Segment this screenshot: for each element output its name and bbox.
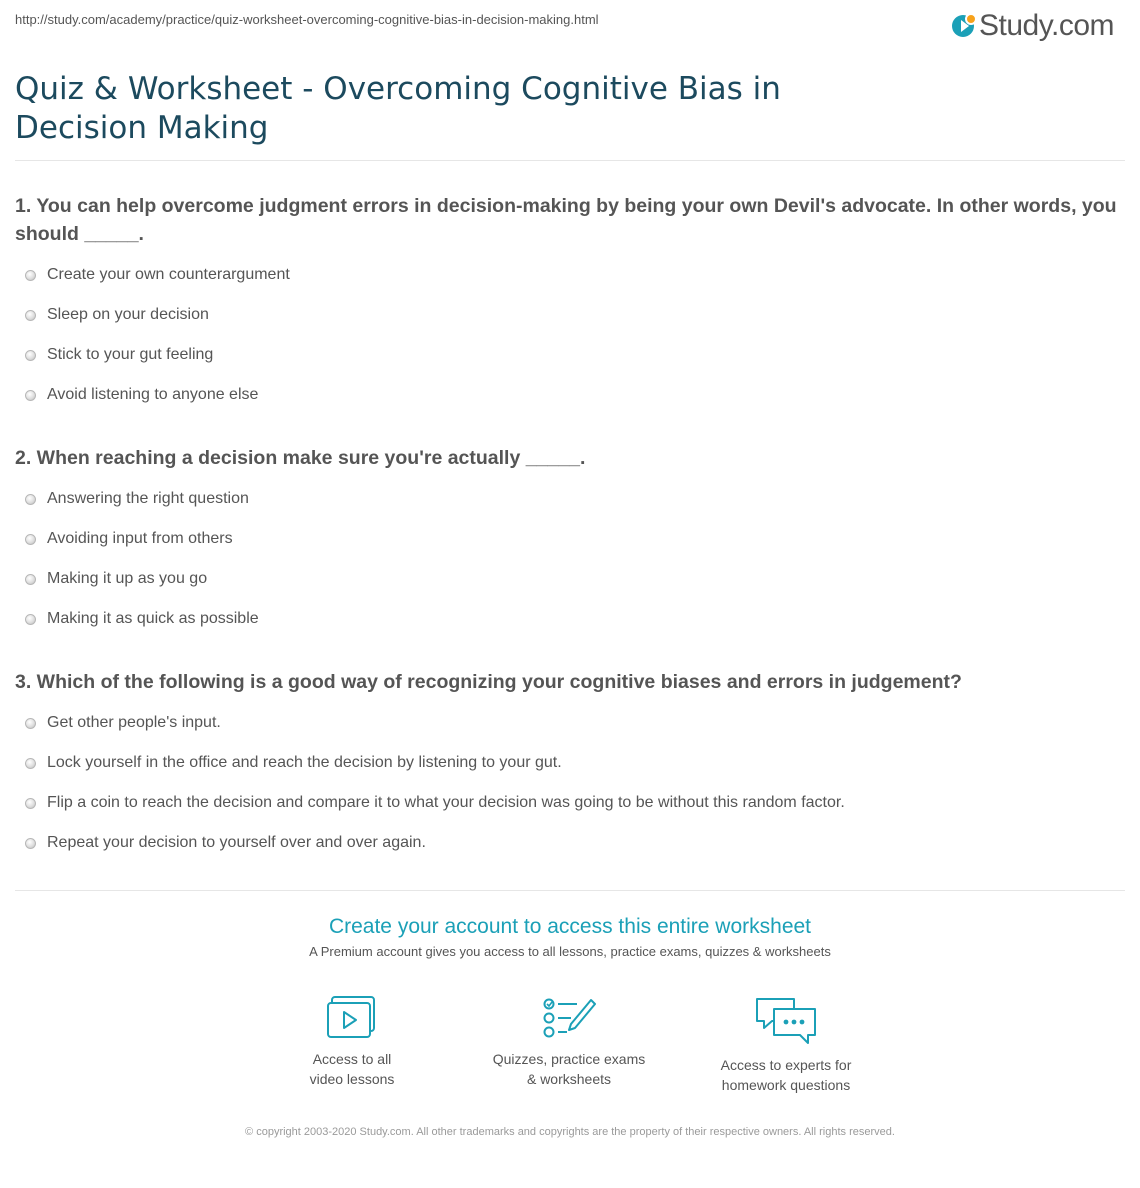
answer-label: Create your own counterargument (47, 266, 290, 283)
page-url: http://study.com/academy/practice/quiz-worksheet-overcoming-cognitive-bias-in-decision-making.html (15, 12, 599, 27)
answer-option[interactable] (15, 783, 1130, 823)
answer-label: Sleep on your decision (47, 306, 209, 323)
content-divider (15, 890, 1125, 891)
radio-button-icon[interactable] (25, 718, 36, 729)
answer-option[interactable] (15, 255, 1130, 295)
answer-list (15, 479, 1130, 639)
answer-option[interactable] (15, 375, 1130, 415)
cta-subtitle: A Premium account gives you access to all lessons, practice exams, quizzes & worksheets (309, 944, 831, 959)
answer-list (15, 255, 1130, 415)
radio-button-icon[interactable] (25, 574, 36, 585)
radio-button-icon[interactable] (25, 310, 36, 321)
radio-button-icon[interactable] (25, 838, 36, 849)
answer-label: Making it as quick as possible (47, 610, 259, 627)
feature-label: Access to all video lessons (309, 1051, 395, 1087)
question-text: 3. Which of the following is a good way of recognizing your cognitive biases and errors in judgement? (15, 671, 962, 693)
radio-button-icon[interactable] (25, 614, 36, 625)
study-logo[interactable] (952, 9, 1114, 43)
signup-cta (0, 912, 1140, 962)
answer-option[interactable] (15, 559, 1130, 599)
answer-option[interactable] (15, 703, 1130, 743)
cta-title-link[interactable]: Create your account to access this entire worksheet (328, 915, 812, 938)
answer-label: Lock yourself in the office and reach the decision by listening to your gut. (47, 754, 562, 771)
feature-label: Quizzes, practice exams & worksheets (492, 1051, 646, 1087)
radio-button-icon[interactable] (25, 758, 36, 769)
radio-button-icon[interactable] (25, 534, 36, 545)
video-lessons-icon (326, 995, 378, 1041)
answer-option[interactable] (15, 743, 1130, 783)
answer-label: Making it up as you go (47, 570, 208, 587)
answer-option[interactable] (15, 823, 1130, 863)
title-divider (15, 160, 1125, 161)
answer-label: Repeat your decision to yourself over and over again. (47, 834, 426, 851)
answer-option[interactable] (15, 599, 1130, 639)
quiz-checklist-icon (541, 995, 597, 1041)
question-2 (15, 444, 1130, 639)
answer-label: Stick to your gut feeling (47, 346, 214, 363)
answer-label: Flip a coin to reach the decision and compare it to what your decision was going to be without this random factor. (47, 794, 845, 811)
radio-button-icon[interactable] (25, 270, 36, 281)
feature-quizzes (479, 995, 659, 1089)
chat-bubbles-icon (754, 995, 818, 1047)
radio-button-icon[interactable] (25, 494, 36, 505)
copyright-notice: © copyright 2003-2020 Study.com. All other trademarks and copyrights are the property of their respective owners. All rights reserved. (245, 1126, 895, 1138)
radio-button-icon[interactable] (25, 350, 36, 361)
radio-button-icon[interactable] (25, 390, 36, 401)
answer-option[interactable] (15, 479, 1130, 519)
answer-option[interactable] (15, 519, 1130, 559)
answer-label: Avoid listening to anyone else (47, 386, 259, 403)
answer-option[interactable] (15, 335, 1130, 375)
study-play-logo-icon (952, 15, 974, 37)
radio-button-icon[interactable] (25, 798, 36, 809)
answer-option[interactable] (15, 295, 1130, 335)
question-3 (15, 668, 1130, 863)
page-title: Quiz & Worksheet - Overcoming Cognitive Bias in Decision Making (15, 71, 781, 146)
question-text: 1. You can help overcome judgment errors in decision-making by being your own Devil's advocate. In other words, you should _____. (15, 195, 1117, 245)
logo-text: Study.com (979, 9, 1114, 42)
feature-label: Access to experts for homework questions (720, 1057, 852, 1093)
answer-list (15, 703, 1130, 863)
answer-label: Answering the right question (47, 490, 249, 507)
question-text: 2. When reaching a decision make sure you're actually _____. (15, 447, 586, 469)
question-1 (15, 192, 1130, 415)
feature-video-lessons (262, 995, 442, 1089)
feature-experts (696, 995, 876, 1095)
answer-label: Avoiding input from others (47, 530, 233, 547)
answer-label: Get other people's input. (47, 714, 221, 731)
